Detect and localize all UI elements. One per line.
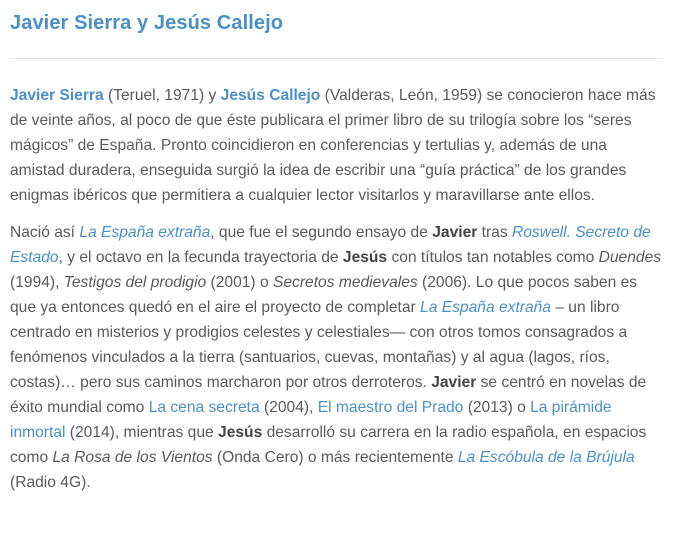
book-link-la-piramide-inmortal[interactable]: La pirámide inmortal [10,399,612,441]
text: (Teruel, 1971) y [103,87,221,104]
text: (2004), [259,399,318,416]
text: (Onda Cero) o más recientemente [212,449,458,466]
text: (2013) o [463,399,531,416]
text: (Valderas, León, 1959) se conocieron hace más de veinte años, al poco de que éste publicara el primer libro de su trilogía sobre los “seres mágicos” de España. Pronto coincidieron en conferencias y tertulias y, además de una amistad duradera, enseguida surgió la idea de escribir una “guía práctica” de los grandes enigmas ibéricos que permitiera a cualquier lector visitarlos y maravillarse ante ellos. [10,87,656,204]
text: , y el octavo en la fecunda trayectoria de [58,249,343,266]
text: (2006). Lo que pocos saben es que ya entonces quedó en el aire el proyecto de completar [10,274,638,316]
text: Nació así [10,224,80,241]
text: , que fue el segundo ensayo de [210,224,433,241]
text: (Radio 4G). [10,474,91,491]
page-title: Javier Sierra y Jesús Callejo [10,12,284,34]
text: – un libro centrado en misterios y prodigios celestes y celestiales— con otros tomos consagrados a fenómenos vinculados a la tierra (santuarios, cuevas, montañas) y al agua (lagos, ríos, costas)… pero sus caminos marcharon por otros derroteros. [10,299,628,391]
paragraph-history [10,220,662,495]
book-link-la-cena-secreta[interactable]: La cena secreta [148,399,260,416]
text: (2014), mientras que [65,424,219,441]
radio-link-la-escobula[interactable]: La Escóbula de la Brújula [457,449,635,466]
name-javier-2: Javier [431,374,477,391]
author-link-javier-sierra[interactable]: Javier Sierra [10,87,104,104]
text: (1994), [10,274,64,291]
text: se centró en novelas de éxito mundial como [10,374,647,416]
name-jesus: Jesús [342,249,388,266]
book-link-roswell[interactable]: Roswell. Secreto de Estado [10,224,651,266]
text: con títulos tan notables como [387,249,599,266]
text: tras [477,224,512,241]
text: desarrolló su carrera en la radio española, en espacios como [10,424,647,466]
book-link-la-espana-extrana[interactable]: La España extraña [79,224,211,241]
book-title-duendes: Duendes [598,249,662,266]
paragraph-intro [10,83,662,208]
radio-show-la-rosa: La Rosa de los Vientos [52,449,213,466]
book-title-testigos: Testigos del prodigio [63,274,207,291]
book-link-la-espana-extrana-2[interactable]: La España extraña [420,299,551,316]
text: (2001) o [206,274,273,291]
book-link-el-maestro-del-prado[interactable]: El maestro del Prado [317,399,464,416]
name-jesus-2: Jesús [218,424,263,441]
name-javier: Javier [432,224,478,241]
author-link-jesus-callejo[interactable]: Jesús Callejo [220,87,321,104]
divider [10,58,662,59]
book-title-secretos: Secretos medievales [272,274,418,291]
